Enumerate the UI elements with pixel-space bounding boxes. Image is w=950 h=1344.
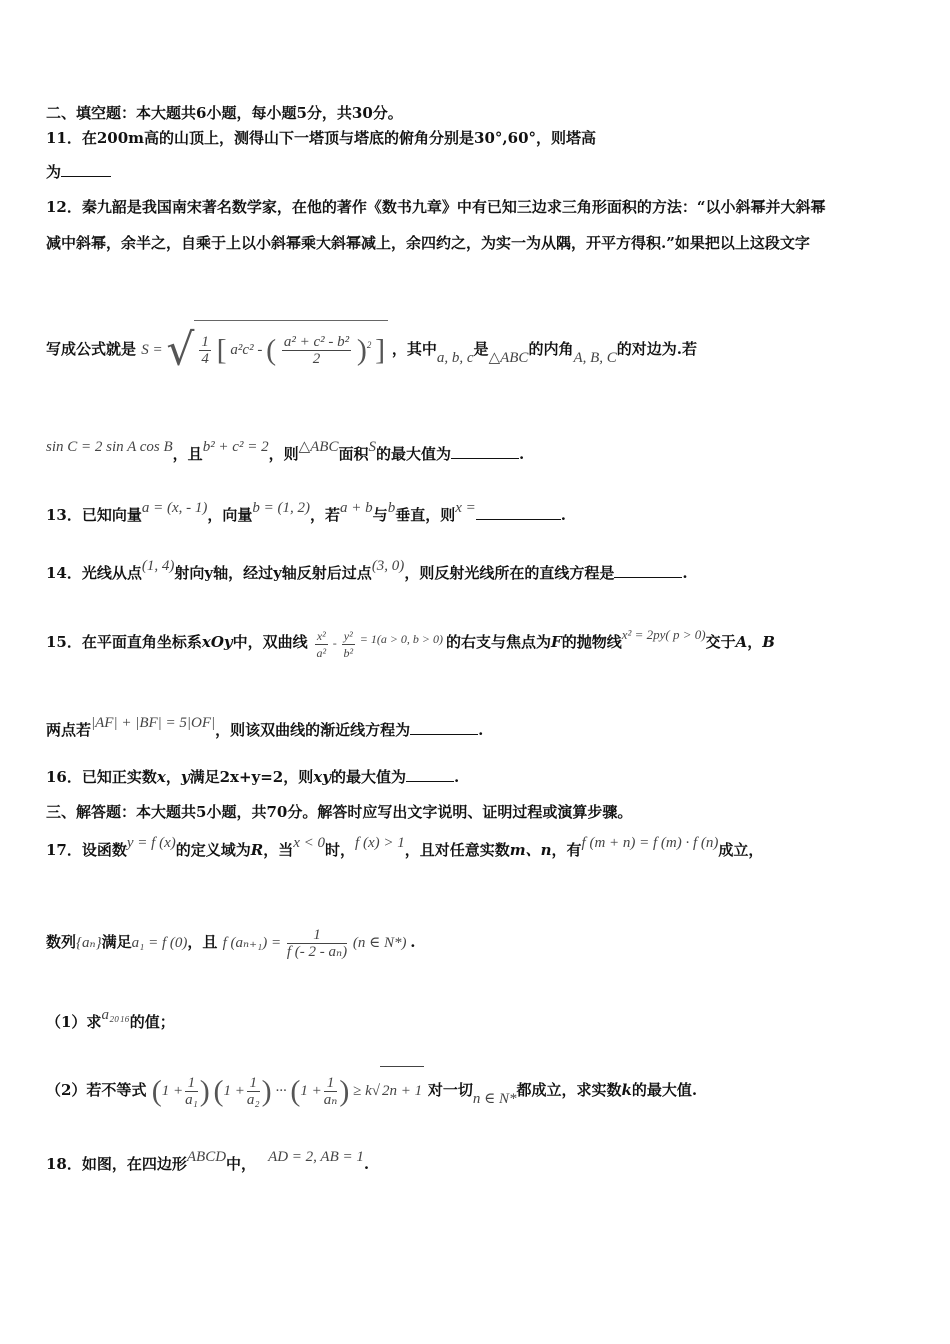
- answer-blank-13: [476, 505, 561, 520]
- q13-text: 垂直，则: [395, 506, 456, 524]
- paren-open: (: [290, 1074, 301, 1108]
- paren-close: ): [261, 1074, 272, 1108]
- question-15-line2: [46, 715, 484, 741]
- question-11-text: 为: [46, 163, 62, 181]
- question-17-line2: [46, 920, 415, 965]
- a2016: a₂₀₁₆: [101, 1007, 130, 1023]
- triangle-abc: △ABC: [298, 439, 339, 455]
- var-x: x: [156, 768, 166, 786]
- condition-sin: sin C = 2 sin A cos B: [46, 439, 173, 455]
- q13-text: 与: [372, 506, 388, 524]
- q17-text: 的定义域为: [175, 841, 251, 859]
- n-natural: n ∈ N*: [472, 1091, 517, 1107]
- sqrt-symbol: √: [166, 324, 195, 376]
- question-12-line1: 12．秦九韶是我国南宋著名数学家，在他的著作《数书九章》中有已知三边求三角形面积的方法：“以小斜幂并大斜幂: [46, 198, 826, 216]
- q12-text: 写成公式就是: [46, 340, 137, 358]
- term-one-plus: 1 +: [223, 1083, 245, 1099]
- frac-den: a₁: [185, 1092, 198, 1109]
- question-17-part2: [46, 1066, 697, 1116]
- q15-comma: ，: [747, 633, 763, 651]
- paren-open: (: [213, 1074, 224, 1108]
- part-2-text: 对一切: [427, 1081, 473, 1099]
- fraction-y: [342, 628, 355, 661]
- frac-den: 2: [312, 351, 321, 368]
- q17-text: ，且对任意实数: [404, 841, 510, 859]
- q17-text: 时，: [325, 841, 356, 859]
- frac-num: a² + c² - b²: [283, 334, 350, 351]
- minus-sign: -: [332, 636, 337, 650]
- parabola-equation: x² = 2py( p > 0): [621, 627, 706, 642]
- q15-text: ，则该双曲线的渐近线方程为: [215, 721, 411, 739]
- functional-equation: f (m + n) = f (m) · f (n): [581, 835, 719, 851]
- q12-text: 的最大值为: [376, 445, 452, 463]
- x-equals: x =: [455, 500, 476, 516]
- recurrence-lhs: f (aₙ₊₁) =: [222, 935, 282, 951]
- focus-f: F: [551, 633, 562, 651]
- question-17-part1: [46, 1007, 175, 1033]
- vector-a: a = (x, - 1): [141, 500, 208, 516]
- q16-text: 的最大值为: [330, 768, 406, 786]
- geq-k: ≥ k: [353, 1083, 372, 1099]
- question-16: [46, 767, 459, 787]
- q13-text: 13．已知向量: [46, 506, 142, 524]
- term-one-plus: 1 +: [161, 1083, 184, 1099]
- function-def: y = f (x): [126, 835, 176, 851]
- q15-text: 15．在平面直角坐标系: [46, 633, 202, 651]
- ellipsis: ···: [275, 1083, 287, 1099]
- q12-text: 是: [473, 340, 489, 358]
- triangle-abc: △ABC: [488, 350, 529, 366]
- side-lengths: AD = 2, AB = 1: [268, 1149, 364, 1165]
- q17-text: 17．设函数: [46, 841, 127, 859]
- bracket-close: ]: [375, 333, 386, 367]
- question-14: [46, 558, 688, 584]
- q17-text: 数列: [46, 933, 77, 951]
- frac-den: a²: [316, 645, 327, 660]
- fx-gt-1: f (x) > 1: [355, 835, 405, 851]
- recurrence: [222, 927, 411, 961]
- q14-text: ，则反射光线所在的直线方程是: [404, 564, 615, 582]
- q12-text: 的对边为.若: [616, 340, 698, 358]
- vector-sum: a + b: [340, 500, 373, 516]
- frac-den: f (- 2 - aₙ): [286, 944, 348, 961]
- xoy-label: xOy: [201, 633, 233, 651]
- part-2-text: 的最大值.: [631, 1081, 698, 1099]
- q15-text: 的右支与焦点为: [446, 633, 552, 651]
- q15-text: 两点若: [46, 721, 92, 739]
- frac-num: 1: [287, 927, 347, 944]
- distance-condition: |AF| + |BF| = 5|OF|: [91, 715, 216, 731]
- answer-blank-16: [406, 767, 454, 782]
- angles-abc: A, B, C: [573, 350, 617, 366]
- area-s: S: [368, 439, 376, 455]
- q17-text: 满足: [101, 933, 132, 951]
- q14-text: 射向y轴，经过y轴反射后过点: [174, 564, 372, 582]
- vars-mn: m、n: [509, 841, 552, 859]
- part-2-label: （2）若不等式: [46, 1081, 147, 1099]
- q18-end: .: [363, 1155, 370, 1173]
- question-11-line2: [46, 162, 111, 182]
- q17-text: ，有: [551, 841, 582, 859]
- question-17-line1: [46, 835, 764, 861]
- fraction-a2: [247, 1075, 260, 1108]
- constraint: 2x+y=2: [219, 768, 284, 786]
- frac-num: 1: [185, 1075, 198, 1092]
- set-r: R: [250, 841, 264, 859]
- fraction-a1: [185, 1075, 198, 1108]
- point-3-0: (3, 0): [371, 558, 405, 574]
- frac-den: b²: [343, 645, 354, 660]
- product-xy: xy: [313, 768, 331, 786]
- q17-text: 成立，: [718, 841, 764, 859]
- q12-text: ，且: [172, 445, 203, 463]
- q16-end: .: [453, 768, 460, 786]
- frac-num: 1: [201, 334, 209, 351]
- x-negative: x < 0: [293, 835, 326, 851]
- term-a2c2: a²c² -: [230, 342, 263, 358]
- q18-text: 18．如图，在四边形: [46, 1155, 187, 1173]
- paren-open: (: [151, 1074, 162, 1108]
- fraction-quarter: [199, 334, 211, 367]
- exponent-2: 2: [366, 340, 372, 350]
- part-1-text: 的值；: [129, 1013, 175, 1031]
- section-2-heading: 二、填空题：本大题共6小题，每小题5分，共30分。: [46, 104, 403, 122]
- q12-text: 的内角: [528, 340, 574, 358]
- var-k: k: [621, 1081, 632, 1099]
- q15-text: 中，双曲线: [232, 633, 308, 651]
- question-12-line2: 减中斜幂，余半之，自乘于上以小斜幂乘大斜幂减上，余四约之，为实一为从隅，开平方得积.”如果把以上这段文字: [46, 234, 810, 252]
- answer-blank-12: [451, 444, 519, 459]
- q17-text: ，当: [263, 841, 294, 859]
- answer-blank-15: [410, 720, 478, 735]
- hyperbola-rest: = 1(a > 0, b > 0): [359, 632, 444, 646]
- part-1-label: （1）求: [46, 1013, 102, 1031]
- recurrence-fraction: [287, 927, 347, 960]
- q12-text: ，其中: [391, 340, 437, 358]
- q18-text: 中，: [226, 1155, 257, 1173]
- heron-formula: [141, 324, 392, 376]
- q16-text: 16．已知正实数: [46, 768, 157, 786]
- sides-abc: a, b, c: [436, 350, 474, 366]
- q12-text: 面积: [338, 445, 369, 463]
- sqrt-radicand: 2n + 1: [380, 1066, 424, 1115]
- q16-comma: ，: [165, 768, 181, 786]
- sqrt-symbol: √: [371, 1083, 380, 1099]
- q15-end: .: [478, 721, 484, 739]
- question-13: [46, 500, 566, 526]
- frac-den: a₂: [246, 1092, 260, 1109]
- section-3-heading: 三、解答题：本大题共5小题，共70分。解答时应写出文字说明、证明过程或演算步骤。: [46, 803, 633, 821]
- hyperbola-equation: [313, 628, 446, 660]
- vector-b: b = (1, 2): [252, 500, 311, 516]
- paren-close: ): [199, 1074, 210, 1108]
- q17-end: .: [410, 933, 416, 951]
- frac-num: 1: [324, 1075, 338, 1092]
- fraction-x: [315, 628, 328, 661]
- point-b: B: [762, 633, 775, 651]
- part-2-text: 都成立，求实数: [516, 1081, 622, 1099]
- question-15-line1: [46, 622, 775, 663]
- bracket-open: [: [216, 333, 227, 367]
- term-one-plus: 1 +: [300, 1083, 322, 1099]
- paren-open: (: [266, 333, 277, 367]
- q15-text: 的抛物线: [561, 633, 622, 651]
- question-11-line1: 11．在200m高的山顶上，测得山下一塔顶与塔底的俯角分别是30°,60°，则塔高: [46, 129, 597, 147]
- q13-end: .: [560, 506, 566, 524]
- frac-num: x²: [316, 628, 326, 643]
- formula-s: S =: [141, 342, 163, 358]
- product-inequality: [151, 1074, 428, 1109]
- recurrence-domain: (n ∈ N*): [352, 935, 407, 951]
- radicand: [194, 320, 388, 375]
- sequence-an: {aₙ}: [76, 935, 102, 951]
- fraction-inner: [282, 334, 351, 367]
- q12-end: .: [519, 445, 525, 463]
- frac-den: 4: [201, 351, 209, 368]
- paren-close: ): [356, 333, 367, 367]
- frac-num: 1: [247, 1075, 260, 1092]
- q16-text: ，则: [283, 768, 314, 786]
- q13-text: ，向量: [207, 506, 253, 524]
- point-1-4: (1, 4): [141, 558, 175, 574]
- q14-end: .: [682, 564, 688, 582]
- a1-def: a₁ = f (0): [131, 935, 188, 951]
- quadrilateral-abcd: ABCD: [186, 1149, 227, 1165]
- condition-bc: b² + c² = 2: [202, 439, 269, 455]
- paren-close: ): [339, 1074, 350, 1108]
- point-a: A: [735, 633, 748, 651]
- q13-text: ，若: [310, 506, 341, 524]
- question-18: [46, 1149, 370, 1175]
- answer-blank-14: [614, 563, 682, 578]
- q12-text: ，则: [268, 445, 299, 463]
- answer-blank-11: [61, 162, 111, 177]
- q17-text: ，且: [187, 933, 218, 951]
- q15-text: 交于: [705, 633, 736, 651]
- fraction-an: [324, 1075, 338, 1108]
- question-12-line4: [46, 439, 525, 465]
- question-12-line3: [46, 320, 697, 375]
- frac-den: aₙ: [323, 1092, 338, 1109]
- frac-num: y²: [343, 628, 353, 643]
- vector-b-ref: b: [387, 500, 396, 516]
- var-y: y: [180, 768, 190, 786]
- q14-text: 14．光线从点: [46, 564, 142, 582]
- q16-text: 满足: [189, 768, 220, 786]
